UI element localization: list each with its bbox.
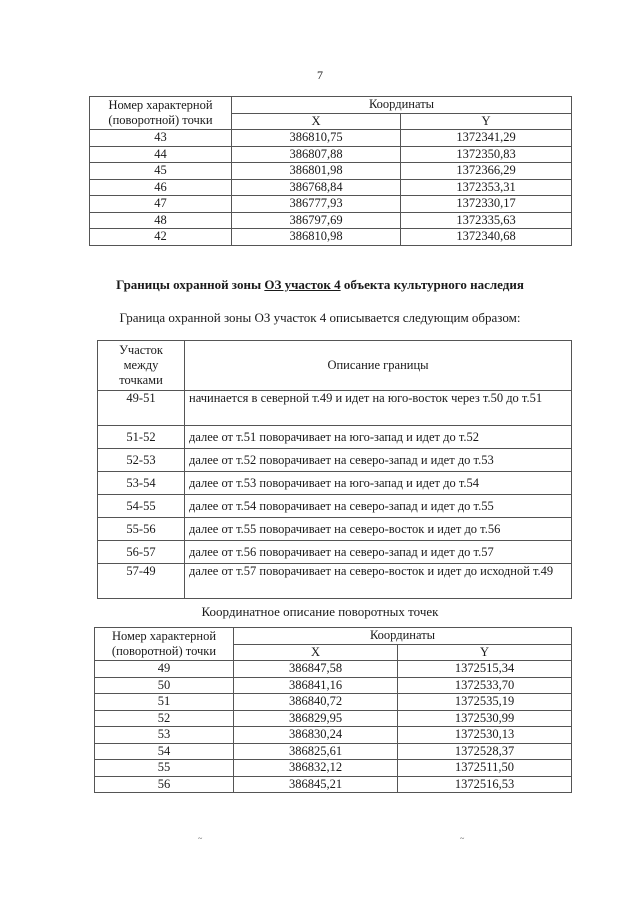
segment-cell: 52-53: [98, 449, 185, 472]
point-cell: 47: [90, 196, 232, 213]
description-cell: далее от т.53 поворачивает на юго-запад и идет до т.54: [185, 472, 572, 495]
title-text: объекта культурного наследия: [340, 277, 524, 292]
point-cell: 45: [90, 163, 232, 180]
header-x: X: [232, 113, 401, 130]
y-cell: 1372530,13: [398, 727, 572, 744]
y-cell: 1372366,29: [401, 163, 572, 180]
y-cell: 1372535,19: [398, 694, 572, 711]
section-title: [0, 277, 640, 293]
scan-artifact-mark: ~: [460, 834, 465, 843]
x-cell: 386768,84: [232, 179, 401, 196]
table-row: [95, 694, 572, 711]
coordinates-table-2: [94, 627, 572, 793]
header-segment: [98, 341, 185, 391]
table-row: [98, 472, 572, 495]
header-coordinates: Координаты: [232, 97, 572, 114]
x-cell: 386832,12: [234, 760, 398, 777]
x-cell: 386845,21: [234, 776, 398, 793]
table-row: [98, 495, 572, 518]
header-y: Y: [401, 113, 572, 130]
y-cell: 1372341,29: [401, 130, 572, 147]
point-cell: 55: [95, 760, 234, 777]
point-cell: 52: [95, 710, 234, 727]
title-underlined-text: ОЗ участок 4: [264, 277, 341, 292]
y-cell: 1372330,17: [401, 196, 572, 213]
point-cell: 49: [95, 661, 234, 678]
header-point-number: [90, 97, 232, 130]
page-number: 7: [317, 68, 323, 82]
header-y: Y: [398, 644, 572, 661]
header-line: Участок: [119, 343, 163, 357]
header-point-number: [95, 628, 234, 661]
description-cell: далее от т.55 поворачивает на северо-восток и идет до т.56: [185, 518, 572, 541]
segment-cell: 57-49: [98, 564, 185, 599]
table-row: [95, 661, 572, 678]
table-row: [90, 196, 572, 213]
point-cell: 44: [90, 146, 232, 163]
table-row: [98, 518, 572, 541]
y-cell: 1372516,53: [398, 776, 572, 793]
table-row: [98, 426, 572, 449]
x-cell: 386810,98: [232, 229, 401, 246]
y-cell: 1372511,50: [398, 760, 572, 777]
x-cell: 386797,69: [232, 212, 401, 229]
table-row: [95, 677, 572, 694]
x-cell: 386777,93: [232, 196, 401, 213]
table-row: [98, 391, 572, 426]
point-cell: 51: [95, 694, 234, 711]
point-cell: 50: [95, 677, 234, 694]
table-row: [90, 212, 572, 229]
y-cell: 1372528,37: [398, 743, 572, 760]
table-row: [98, 449, 572, 472]
header-line: Номер характерной: [108, 98, 213, 112]
table-row: [95, 776, 572, 793]
segment-cell: 51-52: [98, 426, 185, 449]
segment-cell: 49-51: [98, 391, 185, 426]
x-cell: 386825,61: [234, 743, 398, 760]
header-coordinates: Координаты: [234, 628, 572, 645]
table-row: [95, 710, 572, 727]
y-cell: 1372533,70: [398, 677, 572, 694]
table-row: [90, 146, 572, 163]
point-cell: 53: [95, 727, 234, 744]
point-cell: 54: [95, 743, 234, 760]
table-row: [98, 541, 572, 564]
header-line: между: [123, 358, 159, 372]
x-cell: 386801,98: [232, 163, 401, 180]
point-cell: 48: [90, 212, 232, 229]
point-cell: 42: [90, 229, 232, 246]
header-x: X: [234, 644, 398, 661]
header-line: Номер характерной: [111, 629, 217, 643]
section-intro: Граница охранной зоны ОЗ участок 4 описывается следующим образом:: [119, 310, 521, 325]
description-cell: далее от т.54 поворачивает на северо-запад и идет до т.55: [185, 495, 572, 518]
segment-cell: 56-57: [98, 541, 185, 564]
description-cell: далее от т.57 поворачивает на северо-восток и идет до исходной т.49: [185, 564, 572, 599]
y-cell: 1372530,99: [398, 710, 572, 727]
table-row: [95, 760, 572, 777]
y-cell: 1372353,31: [401, 179, 572, 196]
header-line: точками: [119, 373, 163, 387]
table-row: [90, 229, 572, 246]
x-cell: 386840,72: [234, 694, 398, 711]
table-row: [95, 727, 572, 744]
x-cell: 386847,58: [234, 661, 398, 678]
x-cell: 386829,95: [234, 710, 398, 727]
x-cell: 386810,75: [232, 130, 401, 147]
boundary-description-table: [97, 340, 572, 599]
table-row: [98, 564, 572, 599]
scan-artifact-mark: ~: [198, 834, 203, 843]
description-cell: далее от т.52 поворачивает на северо-запад и идет до т.53: [185, 449, 572, 472]
table-row: [90, 163, 572, 180]
segment-cell: 53-54: [98, 472, 185, 495]
table-row: [95, 743, 572, 760]
y-cell: 1372335,63: [401, 212, 572, 229]
description-cell: начинается в северной т.49 и идет на юго-восток через т.50 до т.51: [185, 391, 572, 426]
segment-cell: 54-55: [98, 495, 185, 518]
y-cell: 1372515,34: [398, 661, 572, 678]
header-line: (поворотной) точки: [108, 113, 213, 127]
coordinates-table-1: [89, 96, 572, 246]
y-cell: 1372350,83: [401, 146, 572, 163]
x-cell: 386830,24: [234, 727, 398, 744]
point-cell: 43: [90, 130, 232, 147]
coordinates-caption: Координатное описание поворотных точек: [201, 604, 439, 619]
table-row: [90, 179, 572, 196]
point-cell: 56: [95, 776, 234, 793]
point-cell: 46: [90, 179, 232, 196]
y-cell: 1372340,68: [401, 229, 572, 246]
segment-cell: 55-56: [98, 518, 185, 541]
x-cell: 386841,16: [234, 677, 398, 694]
header-description: Описание границы: [185, 341, 572, 391]
x-cell: 386807,88: [232, 146, 401, 163]
description-cell: далее от т.51 поворачивает на юго-запад и идет до т.52: [185, 426, 572, 449]
title-text: Границы охранной зоны: [116, 277, 265, 292]
table-row: [90, 130, 572, 147]
header-line: (поворотной) точки: [111, 644, 217, 658]
description-cell: далее от т.56 поворачивает на северо-запад и идет до т.57: [185, 541, 572, 564]
